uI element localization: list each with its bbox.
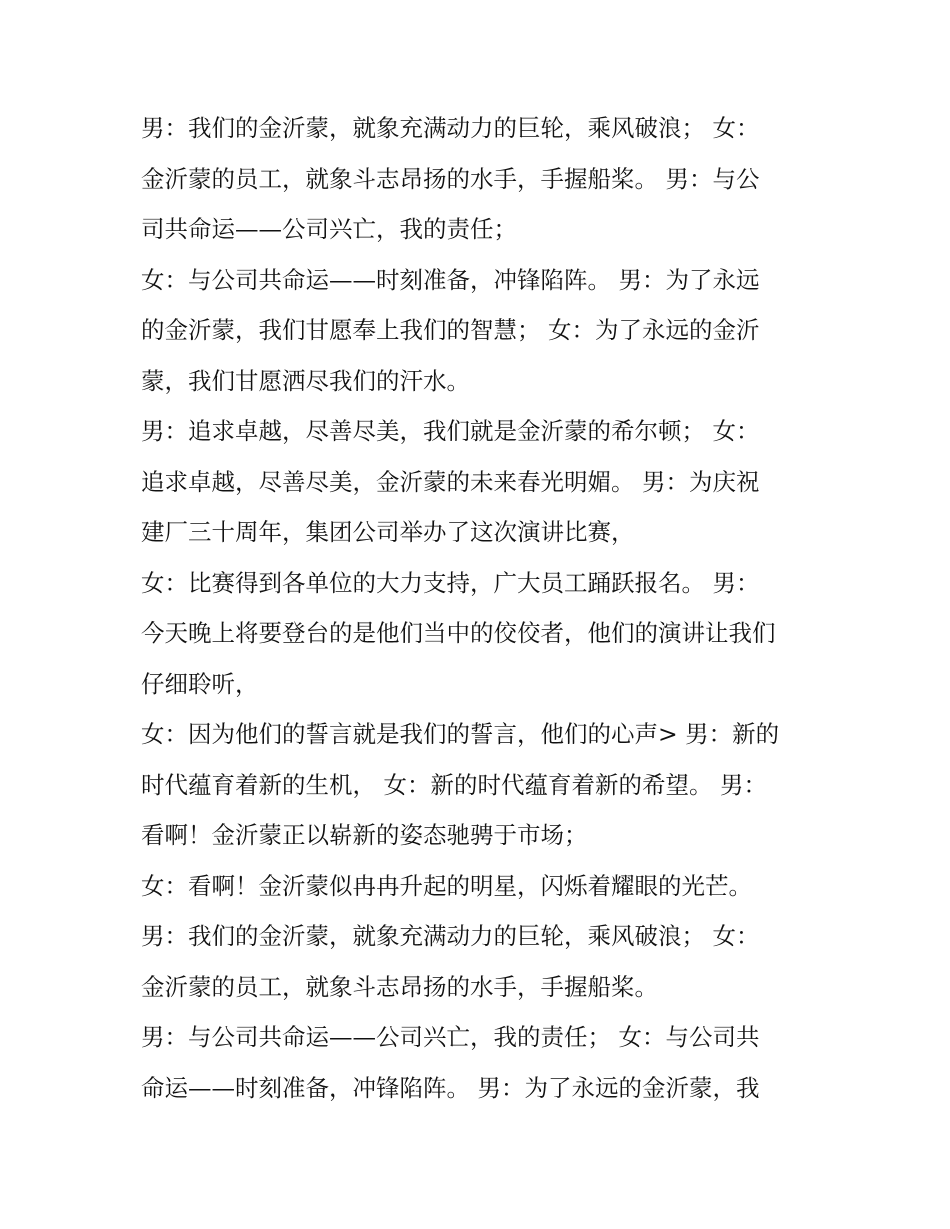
text-line: 女：看啊！金沂蒙似冉冉升起的明星，闪烁着耀眼的光芒。: [141, 871, 752, 900]
document-body: [141, 103, 841, 1113]
text-line: 男：追求卓越，尽善尽美，我们就是金沂蒙的希尔顿； 女：: [141, 417, 760, 445]
text-line: 命运——时刻准备，冲锋陷阵。 男：为了永远的金沂蒙，我: [141, 1073, 760, 1102]
text-line: 女：与公司共命运——时刻准备，冲锋陷阵。 男：为了永远: [141, 265, 760, 294]
text-line: 看啊！金沂蒙正以崭新的姿态驰骋于市场；: [141, 821, 588, 849]
text-line: 的金沂蒙，我们甘愿奉上我们的智慧； 女：为了永远的金沂: [141, 316, 760, 344]
text-line: 男：我们的金沂蒙，就象充满动力的巨轮，乘风破浪； 女：: [141, 114, 760, 142]
text-line: 蒙，我们甘愿洒尽我们的汗水。: [141, 366, 470, 395]
text-line: 金沂蒙的员工，就象斗志昂扬的水手，手握船桨。 男：与公: [141, 164, 760, 193]
text-line: 男：与公司共命运——公司兴亡，我的责任； 女：与公司共: [141, 1023, 760, 1051]
text-line: 建厂三十周年，集团公司举办了这次演讲比赛，: [141, 518, 635, 546]
text-line: 司共命运——公司兴亡，我的责任；: [141, 215, 517, 243]
text-line: 男：我们的金沂蒙，就象充满动力的巨轮，乘风破浪； 女：: [141, 922, 760, 950]
text-line: 女：比赛得到各单位的大力支持，广大员工踊跃报名。 男：: [141, 568, 760, 597]
text-line: 时代蕴育着新的生机， 女：新的时代蕴育着新的希望。 男：: [141, 770, 767, 799]
text-line: 仔细聆听，: [141, 669, 259, 698]
text-line: 追求卓越，尽善尽美，金沂蒙的未来春光明媚。 男：为庆祝: [141, 467, 760, 496]
text-line: 今天晚上将要登台的是他们当中的佼佼者，他们的演讲让我们: [141, 619, 776, 647]
text-line: 女：因为他们的誓言就是我们的誓言，他们的心声> 男：新的: [141, 720, 780, 748]
text-line: 金沂蒙的员工，就象斗志昂扬的水手，手握船桨。: [141, 972, 658, 1001]
